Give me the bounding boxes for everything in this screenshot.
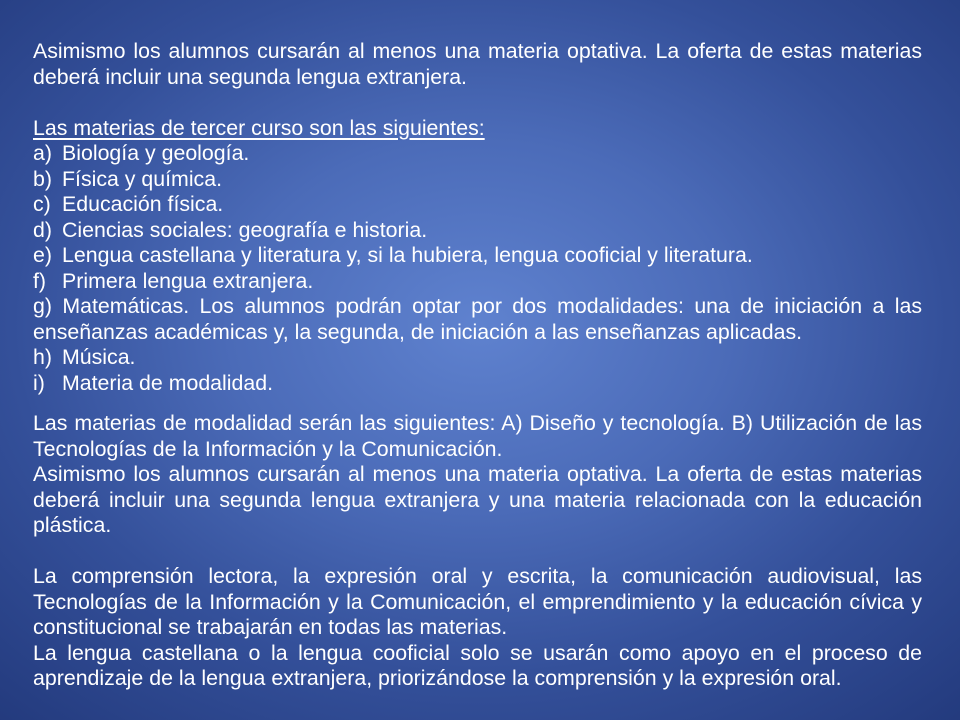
paragraph-line: deberá incluir una segunda lengua extranjera y una materia relacionada con la educación	[33, 487, 922, 512]
paragraph-line: constitucional se trabajarán en todas las materias.	[33, 615, 508, 639]
list-item-text: Materia de modalidad.	[62, 370, 274, 395]
paragraph-line: plástica.	[33, 513, 112, 537]
list-item	[33, 192, 922, 218]
list-item-label: c)	[33, 192, 51, 216]
list-item-label: b)	[33, 166, 52, 191]
paragraph-line: La lengua castellana o la lengua cooficial solo se usarán como apoyo en el proceso de	[33, 640, 922, 665]
list-item-label: g)	[33, 294, 52, 318]
list-item-text: Música.	[62, 345, 136, 369]
list-item	[33, 243, 922, 269]
list-item-text: Matemáticas. Los alumnos podrán optar por dos modalidades: una de iniciación a las	[62, 294, 922, 318]
slide-text-body	[33, 39, 922, 692]
list-item-line: enseñanzas académicas y, la segunda, de iniciación a las enseñanzas aplicadas.	[33, 319, 803, 344]
list-item	[33, 218, 922, 244]
list-item-label: d)	[33, 217, 52, 242]
paragraph-line: deberá incluir una segunda lengua extranjera.	[33, 64, 467, 89]
paragraph-line: Tecnologías de la Información y la Comunicación, el emprendimiento y la educación cívica y	[33, 589, 922, 614]
list-item-text: Educación física.	[62, 192, 224, 216]
paragraph-line: Tecnologías de la Información y la Comunicación.	[33, 436, 503, 461]
subjects-heading: Las materias de tercer curso son las siguientes:	[33, 115, 485, 140]
list-item-label: i)	[33, 370, 45, 395]
paragraph-line: Asimismo los alumnos cursarán al menos una materia optativa. La oferta de estas materias	[33, 462, 922, 486]
list-item	[33, 167, 922, 193]
list-item-line	[33, 294, 922, 320]
list-item-text: Física y química.	[62, 166, 223, 191]
list-item-label: f)	[33, 268, 47, 293]
list-item	[33, 371, 922, 397]
list-item	[33, 345, 922, 371]
list-item	[33, 269, 922, 295]
modality-paragraph	[33, 411, 922, 462]
list-item-text: Lengua castellana y literatura y, si la hubiera, lengua cooficial y literatura.	[62, 243, 753, 267]
list-item-label: e)	[33, 243, 52, 267]
list-item-label: a)	[33, 141, 52, 165]
list-item	[33, 294, 922, 345]
paragraph-line: Las materias de modalidad serán las siguientes: A) Diseño y tecnología. B) Utilización de las	[33, 411, 922, 435]
intro-paragraph	[33, 39, 922, 90]
list-item-text: Biología y geología.	[62, 141, 250, 165]
list-item-label: h)	[33, 345, 52, 369]
paragraph-line: La comprensión lectora, la expresión oral y escrita, la comunicación audiovisual, las	[33, 564, 922, 588]
paragraph-line: aprendizaje de la lengua extranjera, priorizándose la comprensión y la expresión oral.	[33, 666, 842, 690]
optional-paragraph	[33, 462, 922, 539]
cross-curricular-paragraph	[33, 564, 922, 641]
language-use-paragraph	[33, 641, 922, 692]
subjects-list	[33, 141, 922, 396]
list-item	[33, 141, 922, 167]
list-item-text: Ciencias sociales: geografía e historia.	[62, 217, 428, 242]
list-item-text: Primera lengua extranjera.	[62, 268, 314, 293]
paragraph-line: Asimismo los alumnos cursarán al menos una materia optativa. La oferta de estas materias	[33, 39, 922, 63]
